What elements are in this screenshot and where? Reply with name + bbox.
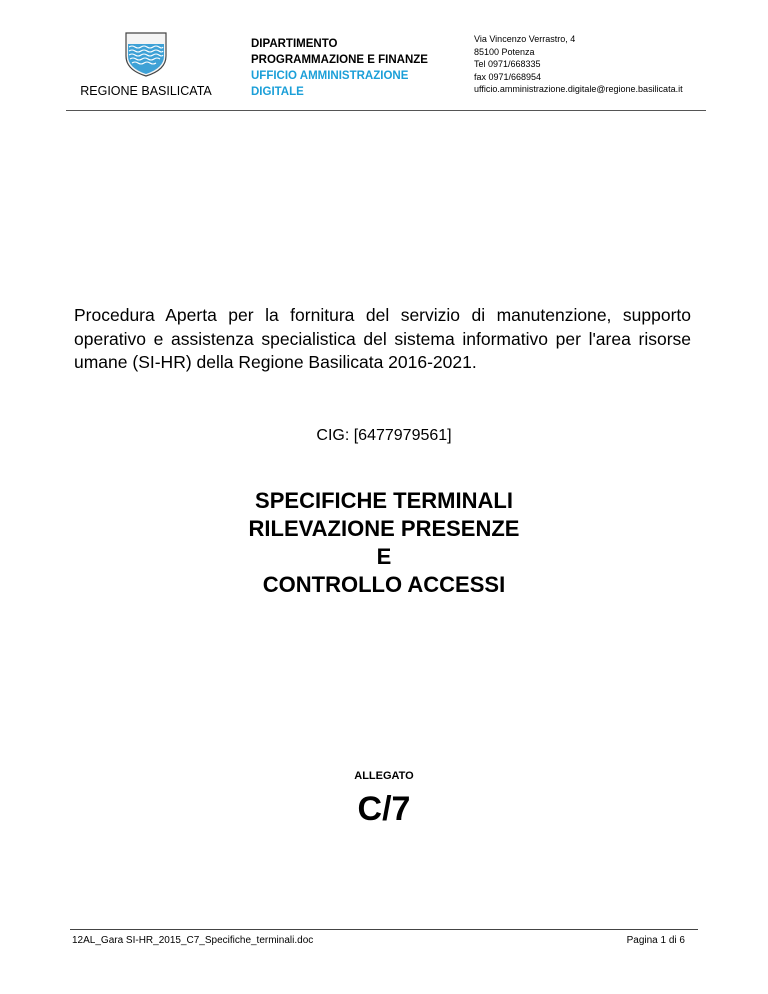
- email-address: ufficio.amministrazione.digitale@regione.basilicata.it: [474, 84, 683, 94]
- footer-filename: 12AL_Gara SI-HR_2015_C7_Specifiche_terminali.doc: [72, 935, 314, 946]
- address-street: Via Vincenzo Verrastro, 4: [474, 34, 576, 44]
- regione-basilicata-crest-icon: [122, 30, 170, 78]
- title-line-3: E: [376, 544, 392, 569]
- cig-code: CIG: [6477979561]: [316, 427, 452, 444]
- logo-block: [76, 30, 216, 98]
- office-line-1: UFFICIO AMMINISTRAZIONE: [251, 70, 409, 82]
- address-city: 85100 Potenza: [474, 46, 535, 57]
- allegato-label: ALLEGATO: [354, 770, 414, 782]
- allegato-code: C/7: [357, 790, 411, 828]
- address-block: [474, 33, 734, 96]
- department-block: [251, 36, 451, 100]
- fax-number: fax 0971/668954: [474, 71, 542, 82]
- header-divider: [66, 110, 706, 111]
- title-line-1: SPECIFICHE TERMINALI: [255, 488, 513, 513]
- phone-number: Tel 0971/668335: [474, 59, 541, 69]
- office-line-2: DIGITALE: [251, 86, 304, 98]
- region-name: REGIONE BASILICATA: [80, 84, 212, 98]
- footer-page-number: Pagina 1 di 6: [626, 935, 685, 946]
- title-line-4: CONTROLLO ACCESSI: [262, 572, 506, 597]
- procedure-description: Procedura Aperta per la fornitura del servizio di manutenzione, supporto operativo e assistenza specialistica del sistema informativo per l'area risorse umane (SI-HR) della Regione Basilicata 2016-2021.: [74, 305, 691, 372]
- footer-divider: [70, 929, 698, 930]
- title-line-2: RILEVAZIONE PRESENZE: [248, 516, 520, 541]
- document-title: [0, 487, 768, 599]
- department-line-1: DIPARTIMENTO: [251, 38, 338, 50]
- department-line-2: PROGRAMMAZIONE E FINANZE: [251, 54, 428, 66]
